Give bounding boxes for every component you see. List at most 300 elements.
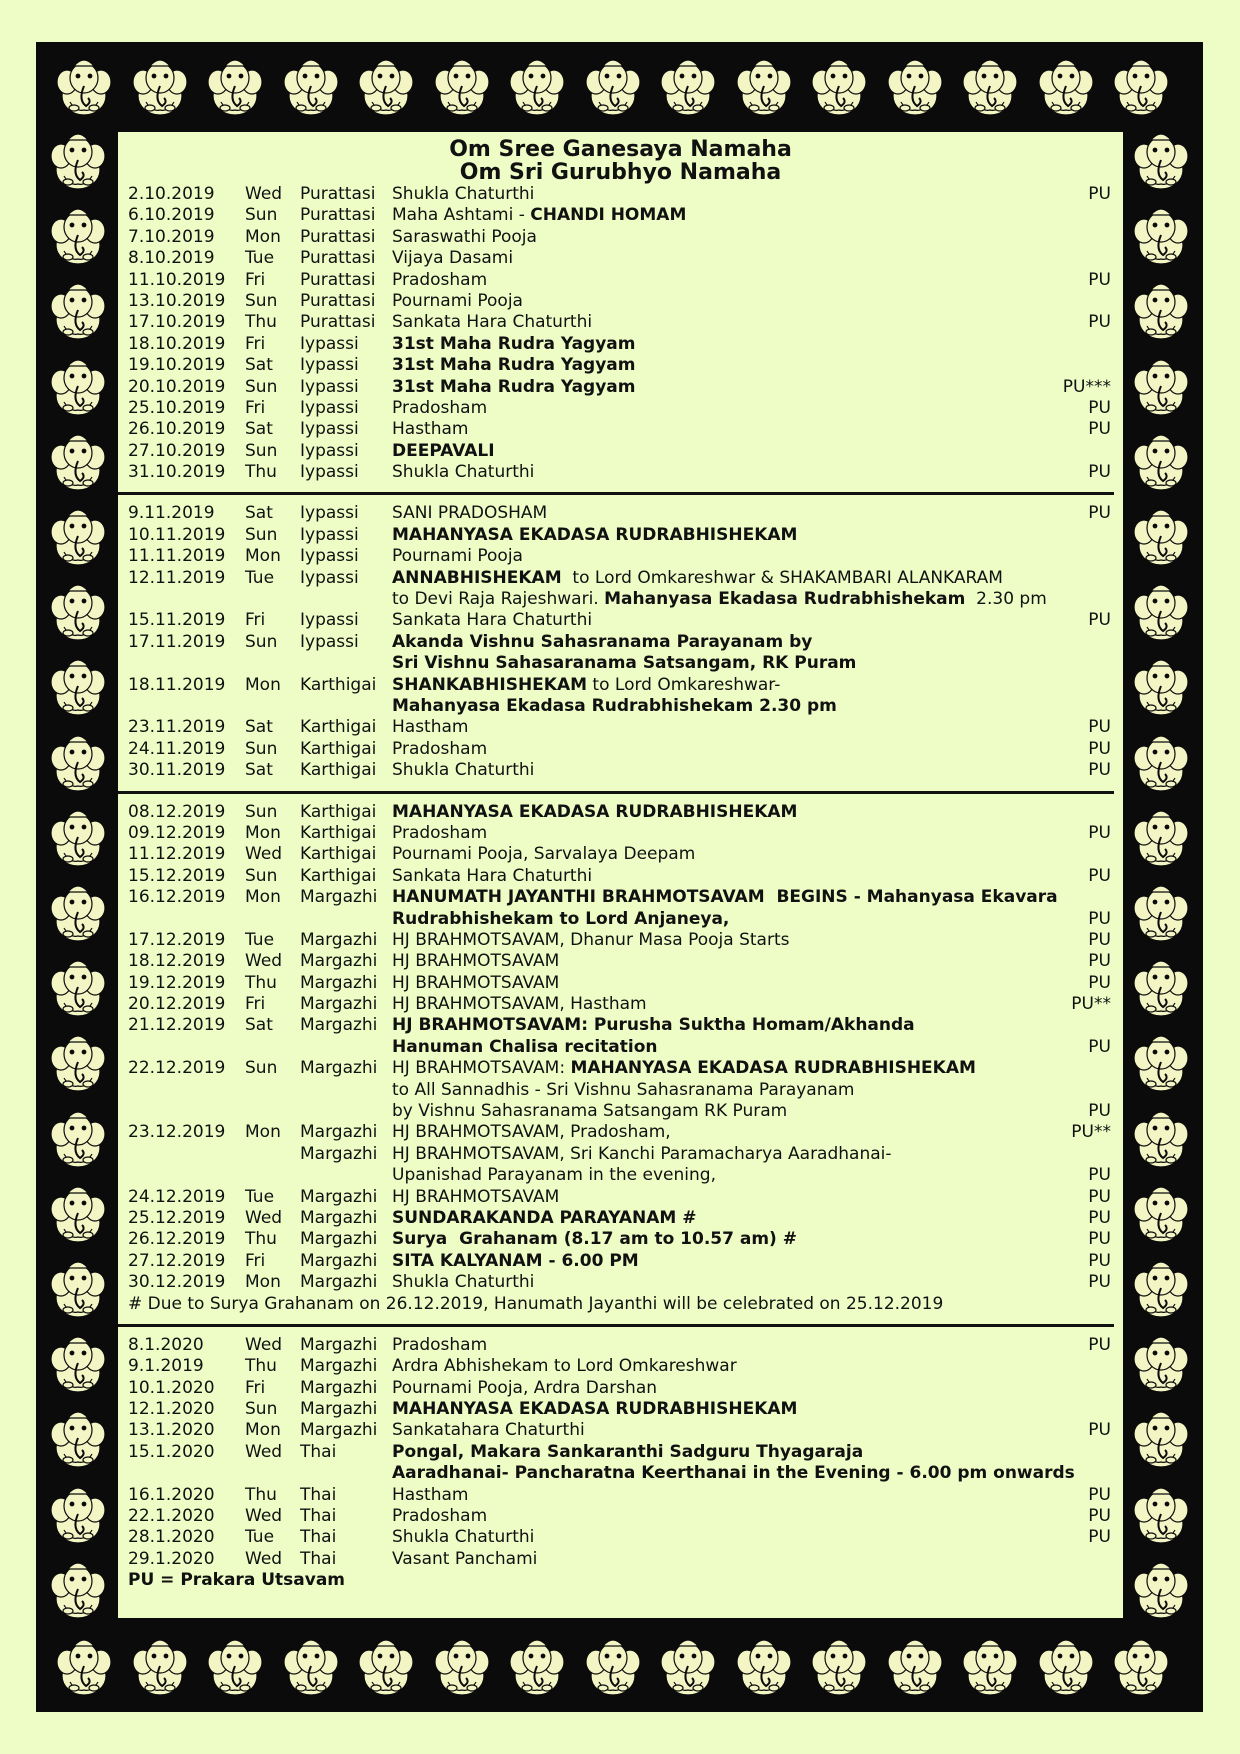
event-description	[392, 1356, 737, 1377]
event-description	[392, 546, 523, 567]
event-text: Hastham	[392, 1484, 469, 1505]
event-day: Sun	[245, 1399, 278, 1420]
event-row	[118, 589, 1123, 610]
event-description	[392, 377, 636, 398]
ganesha-icon	[1133, 882, 1189, 944]
event-date: 11.11.2019	[128, 546, 226, 567]
event-day: Thu	[245, 462, 277, 483]
event-month: Iypassi	[300, 610, 359, 631]
event-description	[392, 909, 729, 930]
ganesha-icon	[434, 56, 490, 118]
event-description	[392, 1272, 534, 1293]
event-description	[392, 1208, 697, 1229]
event-description	[392, 951, 559, 972]
event-row	[118, 398, 1123, 419]
calendar-panel	[118, 132, 1123, 1618]
pu-marker: PU	[1088, 1527, 1111, 1548]
month-section	[118, 1335, 1123, 1592]
month-section	[118, 802, 1123, 1315]
header	[118, 138, 1123, 184]
ganesha-icon	[132, 1636, 188, 1698]
ganesha-icon	[283, 1636, 339, 1698]
pu-marker: PU	[1088, 1186, 1111, 1207]
event-text: HJ BRAHMOTSAVAM	[392, 972, 560, 993]
event-date: 31.10.2019	[128, 462, 226, 483]
event-month: Thai	[300, 1506, 337, 1527]
event-date: 27.10.2019	[128, 440, 226, 461]
event-day: Sun	[245, 524, 278, 545]
event-row	[118, 994, 1123, 1015]
event-text: Hastham	[392, 419, 469, 440]
event-row	[118, 1272, 1123, 1293]
ganesha-icon	[50, 280, 106, 342]
event-date: 16.12.2019	[128, 887, 226, 908]
event-month: Karthigai	[300, 822, 377, 843]
event-date: 18.11.2019	[128, 674, 226, 695]
event-text: 31st Maha Rudra Yagyam	[392, 355, 636, 376]
event-date: 18.12.2019	[128, 951, 226, 972]
event-text: HANUMATH JAYANTHI BRAHMOTSAVAM BEGINS - Mahanyasa Ekavara	[392, 887, 1058, 908]
event-day: Wed	[245, 1441, 283, 1462]
event-month: Margazhi	[300, 1015, 378, 1036]
event-description	[392, 334, 636, 355]
event-row	[118, 675, 1123, 696]
event-text: Pongal, Makara Sankaranthi Sadguru Thyagaraja	[392, 1441, 864, 1462]
ganesha-icon	[1038, 56, 1094, 118]
event-description	[392, 227, 537, 248]
event-text: Saraswathi Pooja	[392, 226, 537, 247]
event-text: Sankata Hara Chaturthi	[392, 312, 593, 333]
event-date: 23.11.2019	[128, 717, 226, 738]
event-day: Sun	[245, 801, 278, 822]
event-row	[118, 823, 1123, 844]
event-text: to Devi Raja Rajeshwari.	[392, 589, 605, 610]
event-day: Thu	[245, 1484, 277, 1505]
event-date: 15.12.2019	[128, 865, 226, 886]
event-description	[392, 1187, 559, 1208]
event-day: Wed	[245, 1334, 283, 1355]
pu-marker: PU	[1088, 1250, 1111, 1271]
event-day: Thu	[245, 1356, 277, 1377]
ganesha-icon	[56, 1636, 112, 1698]
event-row	[118, 1122, 1123, 1143]
event-row	[118, 1420, 1123, 1441]
ganesha-icon	[509, 1636, 565, 1698]
event-month: Margazhi	[300, 1207, 378, 1228]
event-text: HJ BRAHMOTSAVAM, Dhanur Masa Pooja Starts	[392, 929, 790, 950]
pu-marker: PU***	[1062, 376, 1111, 397]
event-day: Mon	[245, 1122, 281, 1143]
event-row	[118, 610, 1123, 631]
event-row	[118, 205, 1123, 226]
event-text: Vasant Panchami	[392, 1548, 538, 1569]
event-description	[392, 866, 592, 887]
event-row	[118, 1208, 1123, 1229]
ganesha-icon	[887, 56, 943, 118]
pu-marker: PU	[1088, 929, 1111, 950]
event-row	[118, 1442, 1123, 1463]
ganesha-icon	[50, 1183, 106, 1245]
event-day: Mon	[245, 887, 281, 908]
event-text: Pradosham	[392, 269, 488, 290]
event-date: 9.11.2019	[128, 503, 215, 524]
event-month: Margazhi	[300, 1186, 378, 1207]
event-date: 09.12.2019	[128, 822, 226, 843]
event-row	[118, 1335, 1123, 1356]
event-description	[392, 739, 487, 760]
event-description	[392, 930, 790, 951]
event-description	[392, 802, 797, 823]
ganesha-icon	[736, 56, 792, 118]
event-row	[118, 312, 1123, 333]
event-text: MAHANYASA EKADASA RUDRABHISHEKAM	[570, 1058, 976, 1079]
ganesha-icon	[50, 1258, 106, 1320]
event-date: 30.11.2019	[128, 760, 226, 781]
event-month: Margazhi	[300, 929, 378, 950]
event-description	[392, 823, 487, 844]
ganesha-icon	[207, 56, 263, 118]
event-row	[118, 355, 1123, 376]
event-text: 31st Maha Rudra Yagyam	[392, 333, 636, 354]
pu-marker: PU	[1088, 1036, 1111, 1057]
event-text: Maha Ashtami -	[392, 205, 531, 226]
ganesha-icon	[1133, 280, 1189, 342]
event-description	[392, 760, 534, 781]
pu-marker: PU	[1088, 1484, 1111, 1505]
footnote: # Due to Surya Grahanam on 26.12.2019, Hanumath Jayanthi will be celebrated on 25.12.2019	[128, 1293, 944, 1314]
event-row	[118, 760, 1123, 781]
event-date: 9.1.2019	[128, 1356, 204, 1377]
legend: PU = Prakara Utsavam	[128, 1570, 345, 1591]
event-date: 10.11.2019	[128, 524, 226, 545]
event-month: Karthigai	[300, 844, 377, 865]
pu-marker: PU	[1088, 1207, 1111, 1228]
event-month: Iypassi	[300, 503, 359, 524]
event-day: Fri	[245, 1250, 266, 1271]
event-month: Karthigai	[300, 674, 377, 695]
event-row	[118, 441, 1123, 462]
ganesha-icon	[50, 656, 106, 718]
event-row	[118, 1058, 1123, 1079]
event-description	[392, 1101, 787, 1122]
event-row	[118, 419, 1123, 440]
event-month: Iypassi	[300, 355, 359, 376]
ganesha-icon	[1133, 1108, 1189, 1170]
event-row	[118, 1549, 1123, 1570]
event-date: 8.1.2020	[128, 1334, 204, 1355]
event-month: Karthigai	[300, 738, 377, 759]
ganesha-icon	[1133, 506, 1189, 568]
pu-marker: PU	[1088, 269, 1111, 290]
event-description	[392, 973, 559, 994]
event-day: Sun	[245, 865, 278, 886]
event-date: 21.12.2019	[128, 1015, 226, 1036]
event-month: Thai	[300, 1527, 337, 1548]
event-month: Iypassi	[300, 631, 359, 652]
ganesha-icon	[1133, 656, 1189, 718]
event-description	[392, 1037, 657, 1058]
event-text: Sankatahara Chaturthi	[392, 1420, 585, 1441]
ganesha-icon	[50, 1484, 106, 1546]
event-text: HJ BRAHMOTSAVAM	[392, 1186, 560, 1207]
ganesha-icon	[1113, 1636, 1169, 1698]
event-date: 30.12.2019	[128, 1272, 226, 1293]
event-row	[118, 270, 1123, 291]
ganesha-icon	[1133, 130, 1189, 192]
event-text: Rudrabhishekam to Lord Anjaneya,	[392, 908, 730, 929]
event-row	[118, 334, 1123, 355]
pu-marker: PU	[1088, 717, 1111, 738]
pu-marker: PU	[1088, 760, 1111, 781]
ganesha-icon	[736, 1636, 792, 1698]
event-text: Pournami Pooja, Sarvalaya Deepam	[392, 844, 696, 865]
ganesha-icon	[509, 56, 565, 118]
ganesha-icon	[1133, 1408, 1189, 1470]
event-month: Margazhi	[300, 1420, 378, 1441]
event-day: Sun	[245, 738, 278, 759]
event-day: Thu	[245, 1229, 277, 1250]
event-description	[392, 589, 1047, 610]
event-date: 26.10.2019	[128, 419, 226, 440]
event-row	[118, 930, 1123, 951]
event-description	[392, 632, 812, 653]
ganesha-icon	[50, 205, 106, 267]
pu-marker: PU	[1088, 1272, 1111, 1293]
event-day: Fri	[245, 610, 266, 631]
event-date: 7.10.2019	[128, 226, 215, 247]
event-date: 12.1.2020	[128, 1399, 215, 1420]
event-month: Margazhi	[300, 972, 378, 993]
pu-marker: PU	[1088, 397, 1111, 418]
event-date: 17.10.2019	[128, 312, 226, 333]
event-date: 27.12.2019	[128, 1250, 226, 1271]
event-description	[392, 1058, 976, 1079]
event-description	[392, 462, 534, 483]
event-text: Pradosham	[392, 397, 488, 418]
event-description	[392, 1506, 487, 1527]
event-description	[392, 653, 856, 674]
event-month: Karthigai	[300, 801, 377, 822]
invocation-line-2: Om Sri Gurubhyo Namaha	[459, 160, 782, 185]
event-row	[118, 1506, 1123, 1527]
event-row	[118, 1037, 1123, 1058]
event-month: Iypassi	[300, 462, 359, 483]
event-text: CHANDI HOMAM	[530, 205, 687, 226]
month-section	[118, 184, 1123, 483]
event-row	[118, 844, 1123, 865]
event-date: 29.1.2020	[128, 1548, 215, 1569]
event-day: Wed	[245, 1207, 283, 1228]
event-date: 20.12.2019	[128, 994, 226, 1015]
event-row	[118, 653, 1123, 674]
ganesha-icon	[283, 56, 339, 118]
event-text: MAHANYASA EKADASA RUDRABHISHEKAM	[392, 1399, 798, 1420]
ganesha-icon	[1133, 1333, 1189, 1395]
event-row	[118, 739, 1123, 760]
event-text: SHANKABHISHEKAM	[392, 674, 588, 695]
event-day: Sat	[245, 1015, 273, 1036]
pu-marker: PU	[1088, 865, 1111, 886]
event-text: by Vishnu Sahasranama Satsangam RK Puram	[392, 1101, 788, 1122]
ganesha-icon	[50, 1108, 106, 1170]
event-text: Vijaya Dasami	[392, 248, 514, 269]
event-day: Mon	[245, 822, 281, 843]
event-day: Sun	[245, 631, 278, 652]
event-day: Tue	[245, 929, 275, 950]
event-description	[392, 270, 487, 291]
event-text: Hastham	[392, 717, 469, 738]
event-description	[392, 1229, 797, 1250]
event-description	[392, 1549, 537, 1570]
event-day: Mon	[245, 1420, 281, 1441]
event-date: 19.12.2019	[128, 972, 226, 993]
event-month: Margazhi	[300, 1250, 378, 1271]
event-date: 08.12.2019	[128, 801, 226, 822]
ganesha-icon	[1133, 1183, 1189, 1245]
event-sections	[118, 184, 1123, 1592]
event-text: Pournami Pooja	[392, 546, 523, 567]
event-day: Sat	[245, 355, 273, 376]
event-description	[392, 887, 1058, 908]
event-date: 19.10.2019	[128, 355, 226, 376]
event-row	[118, 1463, 1123, 1484]
event-text: Sankata Hara Chaturthi	[392, 865, 593, 886]
pu-marker: PU	[1088, 908, 1111, 929]
event-row	[118, 696, 1123, 717]
event-month: Karthigai	[300, 865, 377, 886]
event-description	[392, 1335, 487, 1356]
event-month: Karthigai	[300, 717, 377, 738]
event-row	[118, 503, 1123, 524]
event-row	[118, 1080, 1123, 1101]
event-date: 6.10.2019	[128, 205, 215, 226]
event-description	[392, 1420, 585, 1441]
event-text: SITA KALYANAM - 6.00 PM	[392, 1250, 639, 1271]
ganesha-icon	[50, 581, 106, 643]
event-date: 2.10.2019	[128, 184, 215, 204]
event-row	[118, 909, 1123, 930]
event-month: Purattasi	[300, 184, 376, 204]
event-day: Fri	[245, 333, 266, 354]
event-row	[118, 632, 1123, 653]
event-description	[392, 994, 647, 1015]
event-text: Sankata Hara Chaturthi	[392, 610, 593, 631]
event-day: Fri	[245, 269, 266, 290]
event-text: Pradosham	[392, 822, 488, 843]
event-date: 16.1.2020	[128, 1484, 215, 1505]
event-date: 12.11.2019	[128, 567, 226, 588]
event-date: 26.12.2019	[128, 1229, 226, 1250]
event-text: Pradosham	[392, 1334, 488, 1355]
section-divider	[118, 791, 1114, 794]
event-text: Pournami Pooja	[392, 290, 523, 311]
event-row	[118, 973, 1123, 994]
pu-marker: PU	[1088, 822, 1111, 843]
event-row	[118, 377, 1123, 398]
pu-marker: PU	[1088, 462, 1111, 483]
event-description	[392, 441, 495, 462]
ganesha-icon	[50, 732, 106, 794]
ganesha-icon	[1038, 1636, 1094, 1698]
ganesha-icon	[358, 56, 414, 118]
event-day: Wed	[245, 951, 283, 972]
event-text: Hanuman Chalisa recitation	[392, 1036, 658, 1057]
event-date: 28.1.2020	[128, 1527, 215, 1548]
event-day: Mon	[245, 546, 281, 567]
event-date: 8.10.2019	[128, 248, 215, 269]
event-text: HJ BRAHMOTSAVAM:	[392, 1058, 571, 1079]
event-day: Sat	[245, 503, 273, 524]
event-day: Mon	[245, 226, 281, 247]
event-row	[118, 462, 1123, 483]
event-row	[118, 1229, 1123, 1250]
event-day: Wed	[245, 844, 283, 865]
event-text: HJ BRAHMOTSAVAM, Pradosham,	[392, 1122, 671, 1143]
event-text: Pradosham	[392, 1506, 488, 1527]
event-description	[392, 717, 468, 738]
event-day: Mon	[245, 674, 281, 695]
event-text: DEEPAVALI	[392, 440, 495, 461]
event-row	[118, 525, 1123, 546]
event-description	[392, 675, 780, 696]
event-date: 23.12.2019	[128, 1122, 226, 1143]
event-description	[392, 696, 837, 717]
event-day: Sun	[245, 290, 278, 311]
pu-marker: PU	[1088, 1229, 1111, 1250]
event-day: Thu	[245, 972, 277, 993]
event-description	[392, 1251, 639, 1272]
event-month: Margazhi	[300, 1377, 378, 1398]
event-day: Tue	[245, 1527, 275, 1548]
event-date: 18.10.2019	[128, 333, 226, 354]
pu-marker: PU**	[1071, 1122, 1111, 1143]
event-row	[118, 1187, 1123, 1208]
event-text: HJ BRAHMOTSAVAM, Hastham	[392, 994, 647, 1015]
event-month: Iypassi	[300, 546, 359, 567]
event-text: to Lord Omkareshwar-	[587, 674, 781, 695]
ganesha-icon	[50, 1032, 106, 1094]
event-text: to Lord Omkareshwar & SHAKAMBARI ALANKARAM	[561, 567, 1003, 588]
ganesha-icon	[50, 356, 106, 418]
event-text: 2.30 pm	[965, 589, 1047, 610]
ganesha-icon	[585, 56, 641, 118]
event-row	[118, 227, 1123, 248]
event-day: Sat	[245, 760, 273, 781]
event-row	[118, 1251, 1123, 1272]
event-description	[392, 1463, 1075, 1484]
event-row	[118, 866, 1123, 887]
event-text: Mahanyasa Ekadasa Rudrabhishekam 2.30 pm	[392, 695, 837, 716]
pu-marker: PU	[1088, 184, 1111, 204]
event-description	[392, 1527, 534, 1548]
pu-marker: PU	[1088, 1420, 1111, 1441]
event-row	[118, 291, 1123, 312]
ganesha-icon	[50, 506, 106, 568]
event-row	[118, 1378, 1123, 1399]
event-text: Akanda Vishnu Sahasranama Parayanam by	[392, 631, 813, 652]
event-text: to All Sannadhis - Sri Vishnu Sahasranama Parayanam	[392, 1079, 855, 1100]
event-row	[118, 951, 1123, 972]
event-row	[118, 546, 1123, 567]
event-text: MAHANYASA EKADASA RUDRABHISHEKAM	[392, 524, 798, 545]
event-row	[118, 1165, 1123, 1186]
event-text: Shukla Chaturthi	[392, 184, 535, 204]
ganesha-icon	[50, 957, 106, 1019]
event-row	[118, 1485, 1123, 1506]
event-date: 17.12.2019	[128, 929, 226, 950]
ganesha-icon	[1133, 807, 1189, 869]
event-day: Fri	[245, 397, 266, 418]
